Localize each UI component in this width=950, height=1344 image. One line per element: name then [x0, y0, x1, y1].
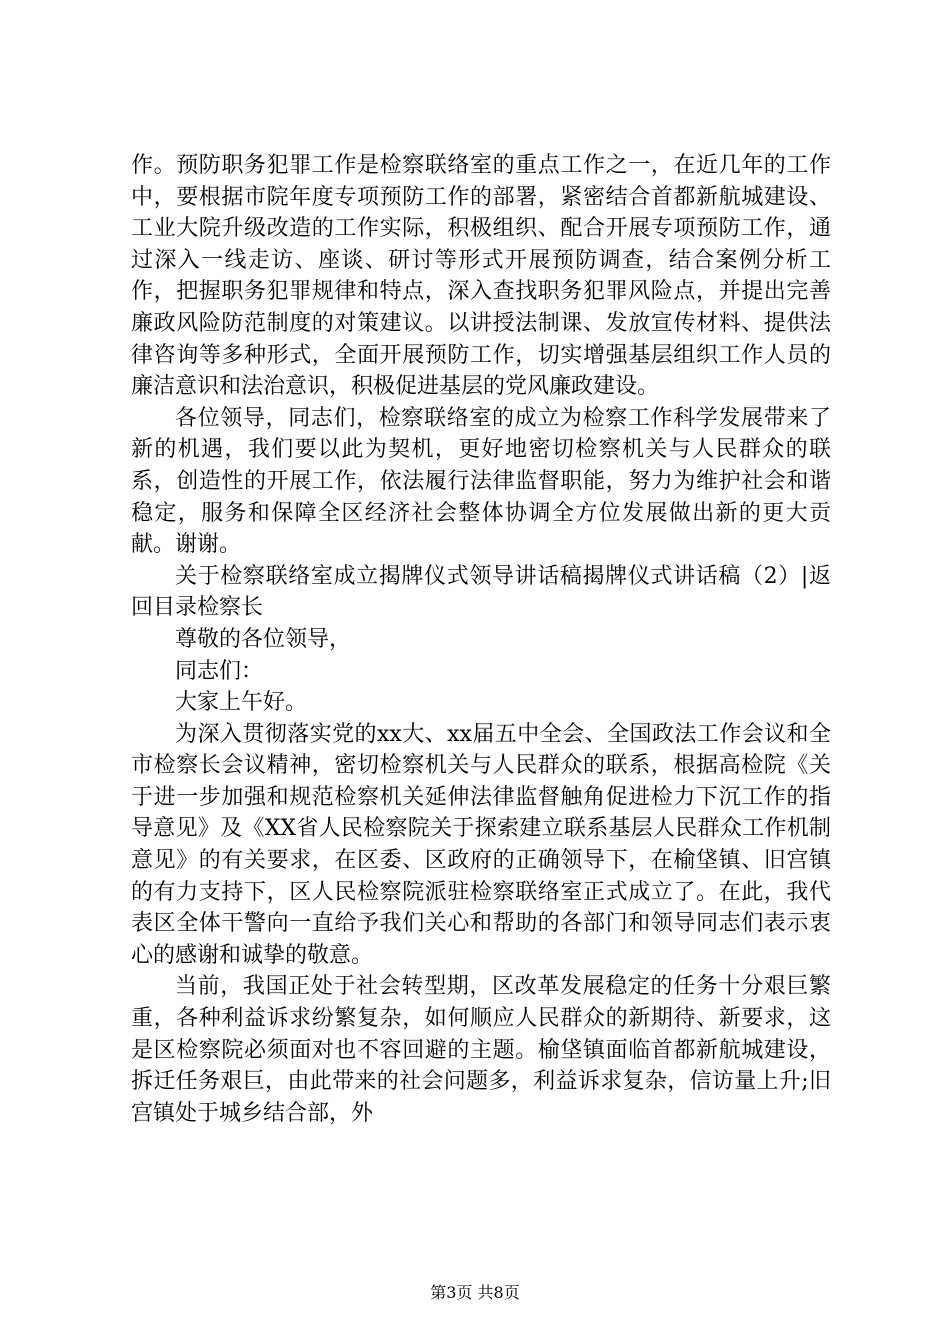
- paragraph-5-greeting: 同志们：: [175, 658, 264, 684]
- paragraph-7: 为深入贯彻落实党的xx大、xx届五中全会、全国政法工作会议和全市检察长会议精神，密切检察机关与人民群众的联系，根据高检院《关于进一步加强和规范检察机关延伸法律监督触角促进检力下沉工作的指导意见》及《XX省人民检察院关于探索建立联系基层人民群众工作机制意见》的有关要求，在区委、区政府的正确领导下，在榆垡镇、旧宫镇的有力支持下，区人民检察院派驻检察联络室正式成立了。在此，我代表区全体干警向一直给予我们关心和帮助的各部门和领导同志们表示衷心的感谢和诚挚的敬意。: [131, 721, 831, 968]
- paragraph-2: 各位领导，同志们，检察联络室的成立为检察工作科学发展带来了新的机遇，我们要以此为契机，更好地密切检察机关与人民群众的联系，创造性的开展工作，依法履行法律监督职能，努力为维护社会和谐稳定，服务和保障全区经济社会整体协调全方位发展做出新的更大贡献。谢谢。: [131, 405, 831, 558]
- paragraph-1: 作。预防职务犯罪工作是检察联络室的重点工作之一，在近几年的工作中，要根据市院年度专项预防工作的部署，紧密结合首都新航城建设、工业大院升级改造的工作实际，积极组织、配合开展专项预防工作，通过深入一线走访、座谈、研讨等形式开展预防调查，结合案例分析工作，把握职务犯罪规律和特点，深入查找职务犯罪风险点，并提出完善廉政风险防范制度的对策建议。以讲授法制课、发放宣传材料、提供法律咨询等多种形式，全面开展预防工作，切实增强基层组织工作人员的廉洁意识和法治意识，积极促进基层的党风廉政建设。: [131, 153, 831, 400]
- paragraph-6-greeting: 大家上午好。: [175, 690, 308, 716]
- document-body: [131, 150, 831, 1129]
- page-footer: 第3页 共8页: [430, 1283, 520, 1302]
- paragraph-3-title: 关于检察联络室成立揭牌仪式领导讲话稿揭牌仪式讲话稿（2）|返回目录检察长: [131, 563, 831, 621]
- paragraph-8: 当前，我国正处于社会转型期，区改革发展稳定的任务十分艰巨繁重，各种利益诉求纷繁复杂，如何顺应人民群众的新期待、新要求，这是区检察院必须面对也不容回避的主题。榆垡镇面临首都新航城建设，拆迁任务艰巨，由此带来的社会问题多，利益诉求复杂，信访量上升;旧宫镇处于城乡结合部，外: [131, 974, 831, 1126]
- paragraph-4-greeting: 尊敬的各位领导，: [175, 626, 352, 652]
